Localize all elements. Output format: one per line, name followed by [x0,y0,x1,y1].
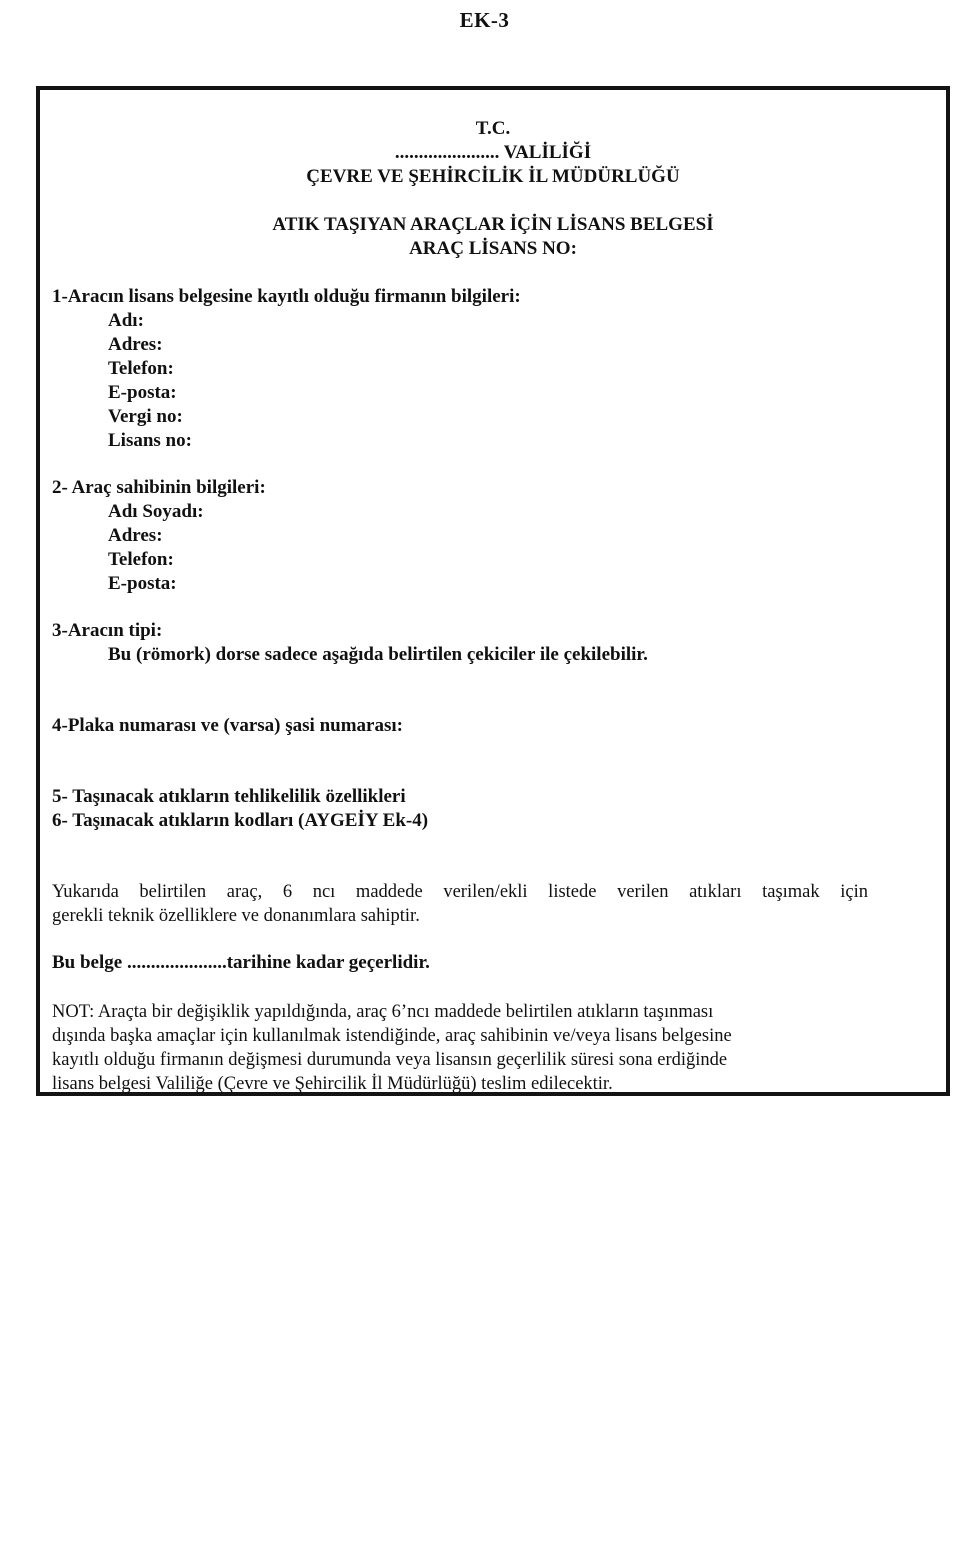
section4-heading: 4-Plaka numarası ve (varsa) şasi numarası: [52,715,403,736]
vehicle-type-note: Bu (römork) dorse sadece aşağıda belirtilen çekiciler ile çekilebilir. [108,644,648,665]
compliance-statement-line1: Yukarıda belirtilen araç, 6 ncı maddede verilen/ekli listede verilen atıkları taşımak için [52,882,868,902]
compliance-statement-line2: gerekli teknik özelliklere ve donanımlara sahiptir. [52,906,420,926]
owner-email-label: E-posta: [108,573,177,594]
return-note-line1: NOT: Araçta bir değişiklik yapıldığında, araç 6’ncı maddede belirtilen atıkların taşınması [52,1002,714,1022]
section3-heading: 3-Aracın tipi: [52,620,163,641]
firm-tax-no-label: Vergi no: [108,406,183,427]
directorate-heading: ÇEVRE VE ŞEHİRCİLİK İL MÜDÜRLÜĞÜ [306,166,680,187]
firm-phone-label: Telefon: [108,358,174,379]
firm-license-no-label: Lisans no: [108,430,192,451]
document-title: ATIK TAŞIYAN ARAÇLAR İÇİN LİSANS BELGESİ [272,214,714,235]
return-note-line4: lisans belgesi Valiliğe (Çevre ve Şehircilik İl Müdürlüğü) teslim edilecektir. [52,1074,613,1094]
annex-label: EK-3 [459,8,510,32]
section5-heading: 5- Taşınacak atıkların tehlikelilik özellikleri [52,786,406,807]
return-note-line2: dışında başka amaçlar için kullanılmak istendiğinde, araç sahibinin ve/veya lisans belgesine [52,1026,732,1046]
firm-name-label: Adı: [108,310,144,331]
owner-address-label: Adres: [108,525,163,546]
firm-email-label: E-posta: [108,382,177,403]
return-note [52,1000,872,1096]
validity-line: Bu belge .....................tarihine kadar geçerlidir. [52,952,430,973]
license-form-frame [36,86,950,1096]
section6-heading: 6- Taşınacak atıkların kodları (AYGEİY Ek-4) [52,810,429,831]
section2-heading: 2- Araç sahibinin bilgileri: [52,477,266,498]
country-heading: T.C. [475,118,511,139]
section1-heading: 1-Aracın lisans belgesine kayıtlı olduğu firmanın bilgileri: [52,286,521,307]
license-number-label: ARAÇ LİSANS NO: [409,238,577,259]
owner-name-label: Adı Soyadı: [108,501,204,522]
firm-address-label: Adres: [108,334,163,355]
return-note-line3: kayıtlı olduğu firmanın değişmesi durumunda veya lisansın geçerlilik süresi sona erdiğinde [52,1050,728,1070]
governorship-heading: ...................... VALİLİĞİ [394,142,592,163]
compliance-statement [52,880,868,928]
owner-phone-label: Telefon: [108,549,174,570]
